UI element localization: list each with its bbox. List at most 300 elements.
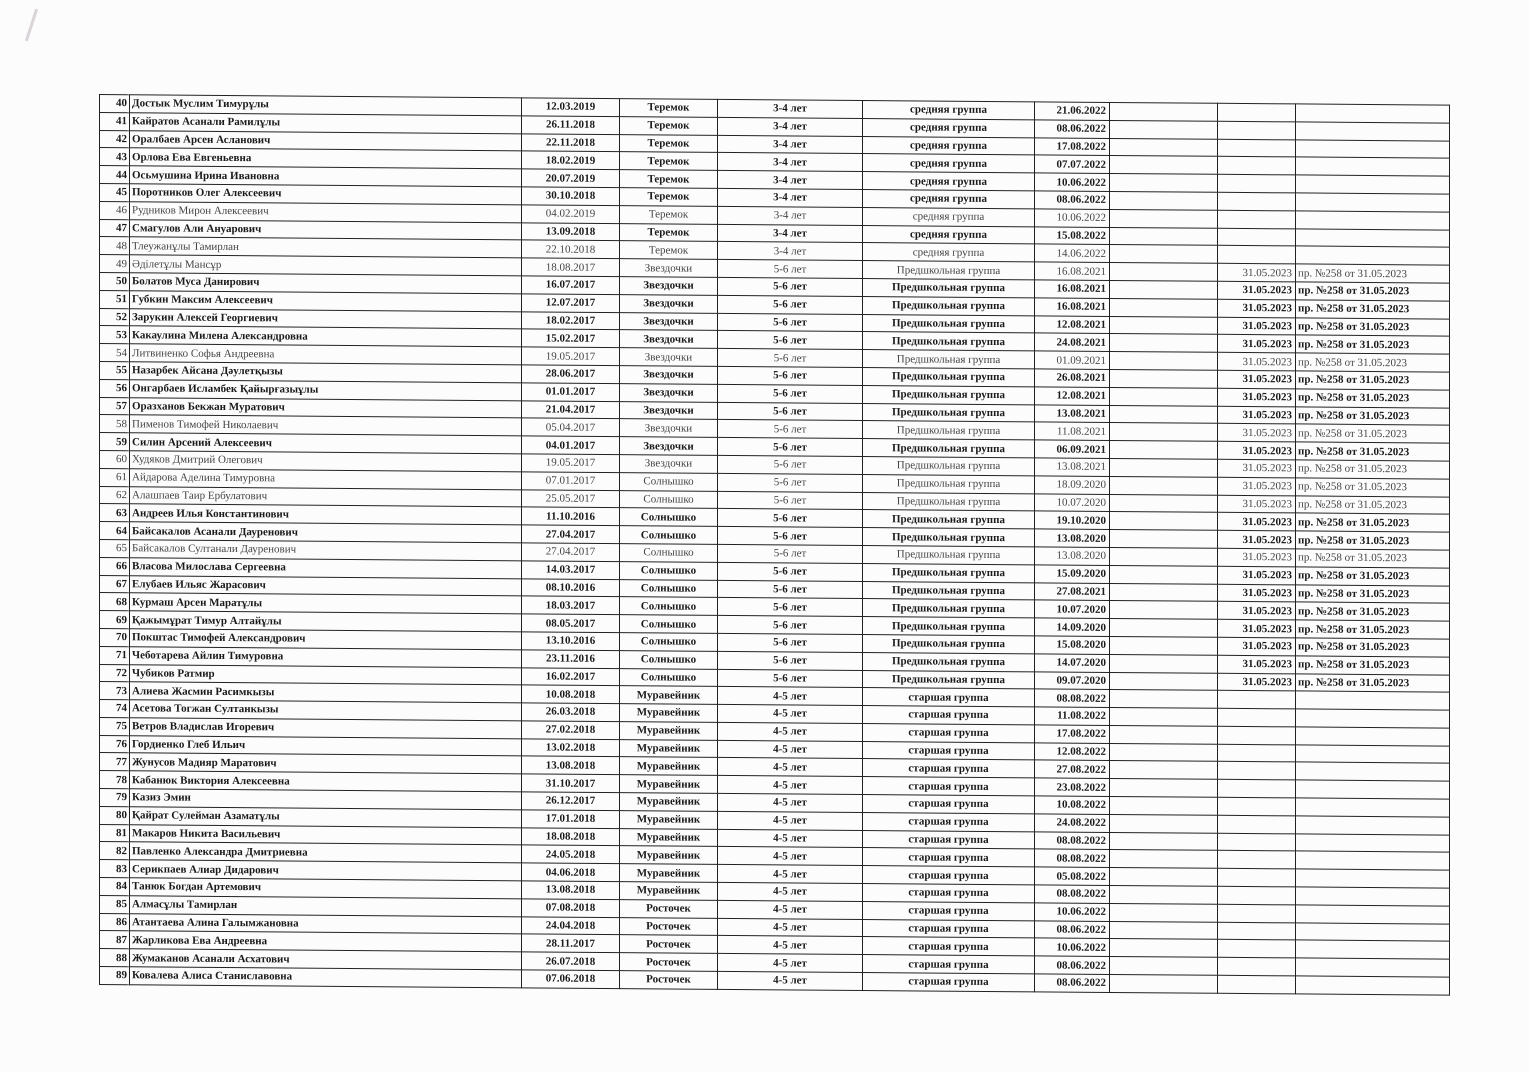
group-level-cell: старшая группа [863,937,1035,956]
empty-cell [1110,797,1218,816]
group-name-cell: Муравейник [620,757,718,776]
departure-date-cell [1218,780,1296,798]
child-name-cell: Поротников Олег Алексеевич [130,184,522,205]
order-reference-cell: пр. №258 от 31.05.2023 [1296,264,1450,283]
empty-cell [1110,458,1218,477]
age-range-cell: 4-5 лет [718,847,863,866]
birth-date-cell: 08.05.2017 [522,614,620,633]
enrollment-date-cell: 18.09.2020 [1035,476,1110,494]
row-number-cell: 84 [100,878,130,896]
row-number-cell: 88 [100,949,130,967]
birth-date-cell: 26.12.2017 [522,792,620,811]
group-name-cell: Солнышко [620,490,718,509]
group-name-cell: Муравейник [620,704,718,723]
birth-date-cell: 19.05.2017 [522,454,620,473]
empty-cell [1110,868,1218,887]
order-reference-cell: пр. №258 от 31.05.2023 [1296,371,1450,390]
departure-date-cell: 31.05.2023 [1218,530,1296,548]
birth-date-cell: 27.04.2017 [522,525,620,544]
order-reference-cell [1296,246,1450,265]
age-range-cell: 4-5 лет [718,954,863,973]
empty-cell [1110,708,1218,727]
departure-date-cell: 31.05.2023 [1218,584,1296,602]
order-reference-cell: пр. №258 от 31.05.2023 [1296,513,1450,532]
enrollment-date-cell: 08.08.2022 [1035,885,1110,903]
order-reference-cell [1296,745,1450,764]
enrollment-date-cell: 08.06.2022 [1035,191,1110,209]
order-reference-cell: пр. №258 от 31.05.2023 [1296,620,1450,639]
group-level-cell: старшая группа [863,919,1035,938]
order-reference-cell: пр. №258 от 31.05.2023 [1296,317,1450,336]
birth-date-cell: 13.10.2016 [522,632,620,651]
row-number-cell: 56 [100,379,130,397]
group-name-cell: Солнышко [620,526,718,545]
group-name-cell: Солнышко [620,650,718,669]
group-level-cell: Предшкольная группа [863,439,1035,458]
age-range-cell: 4-5 лет [718,740,863,759]
enrollment-date-cell: 24.08.2022 [1035,814,1110,832]
order-reference-cell: пр. №258 от 31.05.2023 [1296,406,1450,425]
departure-date-cell: 31.05.2023 [1218,566,1296,584]
row-number-cell: 89 [100,967,130,985]
row-number-cell: 53 [100,326,130,344]
empty-cell [1110,334,1218,353]
order-reference-cell: пр. №258 от 31.05.2023 [1296,602,1450,621]
empty-cell [1110,974,1218,993]
child-name-cell: Осьмушина Ирина Ивановна [130,166,522,187]
enrollment-date-cell: 07.07.2022 [1035,155,1110,173]
group-name-cell: Солнышко [620,544,718,563]
child-name-cell: Андреев Илья Константинович [130,504,522,525]
row-number-cell: 81 [100,824,130,842]
order-reference-cell: пр. №258 от 31.05.2023 [1296,531,1450,550]
child-name-cell: Курмаш Арсен Маратұлы [130,593,522,614]
child-name-cell: Жунусов Мадияр Маратович [130,753,522,774]
empty-cell [1110,191,1218,210]
order-reference-cell [1296,905,1450,924]
birth-date-cell: 22.11.2018 [522,133,620,152]
group-name-cell: Звездочки [620,330,718,349]
empty-cell [1110,209,1218,228]
order-reference-cell [1296,762,1450,781]
group-name-cell: Муравейник [620,686,718,705]
birth-date-cell: 20.07.2019 [522,169,620,188]
group-level-cell: старшая группа [863,848,1035,867]
age-range-cell: 5-6 лет [718,491,863,510]
child-name-cell: Кайратов Асанали Рамилұлы [130,113,522,134]
child-name-cell: Чеботарева Айлин Тимуровна [130,646,522,667]
order-reference-cell [1296,780,1450,799]
order-reference-cell: пр. №258 от 31.05.2023 [1296,353,1450,372]
age-range-cell: 3-4 лет [718,188,863,207]
departure-date-cell [1218,228,1296,246]
empty-cell [1110,423,1218,442]
departure-date-cell [1218,904,1296,922]
enrollment-date-cell: 09.07.2020 [1035,671,1110,689]
row-number-cell: 58 [100,415,130,433]
age-range-cell: 4-5 лет [718,865,863,884]
child-name-cell: Гордиенко Глеб Ильич [130,735,522,756]
group-level-cell: средняя группа [863,207,1035,226]
order-reference-cell: пр. №258 от 31.05.2023 [1296,567,1450,586]
group-name-cell: Муравейник [620,775,718,794]
group-level-cell: Предшкольная группа [863,367,1035,386]
order-reference-cell [1296,923,1450,942]
order-reference-cell: пр. №258 от 31.05.2023 [1296,495,1450,514]
age-range-cell: 3-4 лет [718,224,863,243]
enrollment-date-cell: 01.09.2021 [1035,351,1110,369]
empty-cell [1110,405,1218,424]
group-level-cell: старшая группа [863,706,1035,725]
child-name-cell: Алиева Жасмин Расимкызы [130,682,522,703]
child-name-cell: Серикпаев Алиар Дидарович [130,860,522,881]
order-reference-cell [1296,869,1450,888]
departure-date-cell [1218,940,1296,958]
group-level-cell: Предшкольная группа [863,421,1035,440]
group-name-cell: Звездочки [620,294,718,313]
enrollment-date-cell: 08.06.2022 [1035,974,1110,992]
group-name-cell: Теремок [620,134,718,153]
group-level-cell: средняя группа [863,189,1035,208]
group-level-cell: старшая группа [863,777,1035,796]
enrollment-date-cell: 14.07.2020 [1035,654,1110,672]
age-range-cell: 5-6 лет [718,402,863,421]
birth-date-cell: 14.03.2017 [522,561,620,580]
departure-date-cell [1218,886,1296,904]
age-range-cell: 5-6 лет [718,669,863,688]
group-level-cell: старшая группа [863,830,1035,849]
birth-date-cell: 16.07.2017 [522,276,620,295]
order-reference-cell [1296,834,1450,853]
child-name-cell: Назарбек Айсана Дәулетқызы [130,362,522,383]
group-name-cell: Звездочки [620,366,718,385]
order-reference-cell: пр. №258 от 31.05.2023 [1296,442,1450,461]
age-range-cell: 5-6 лет [718,420,863,439]
row-number-cell: 80 [100,806,130,824]
age-range-cell: 3-4 лет [718,242,863,261]
departure-date-cell: 31.05.2023 [1218,299,1296,317]
group-name-cell: Солнышко [620,615,718,634]
birth-date-cell: 13.08.2018 [522,756,620,775]
empty-cell [1110,138,1218,157]
departure-date-cell: 31.05.2023 [1218,602,1296,620]
birth-date-cell: 18.08.2018 [522,827,620,846]
order-reference-cell: пр. №258 от 31.05.2023 [1296,335,1450,354]
order-reference-cell: пр. №258 от 31.05.2023 [1296,424,1450,443]
departure-date-cell: 31.05.2023 [1218,317,1296,335]
children-register-table [99,94,1450,995]
birth-date-cell: 01.01.2017 [522,383,620,402]
group-level-cell: старшая группа [863,973,1035,992]
birth-date-cell: 18.08.2017 [522,258,620,277]
age-range-cell: 5-6 лет [718,366,863,385]
row-number-cell: 79 [100,789,130,807]
order-reference-cell [1296,976,1450,995]
group-name-cell: Звездочки [620,401,718,420]
row-number-cell: 55 [100,361,130,379]
row-number-cell: 50 [100,272,130,290]
group-level-cell: старшая группа [863,955,1035,974]
group-level-cell: средняя группа [863,118,1035,137]
group-level-cell: старшая группа [863,723,1035,742]
enrollment-date-cell: 21.06.2022 [1035,102,1110,120]
order-reference-cell [1296,798,1450,817]
order-reference-cell: пр. №258 от 31.05.2023 [1296,389,1450,408]
departure-date-cell [1218,103,1296,121]
birth-date-cell: 26.11.2018 [522,116,620,135]
departure-date-cell: 31.05.2023 [1218,424,1296,442]
empty-cell [1110,298,1218,317]
age-range-cell: 4-5 лет [718,758,863,777]
row-number-cell: 59 [100,433,130,451]
departure-date-cell [1218,139,1296,157]
departure-date-cell: 31.05.2023 [1218,406,1296,424]
row-number-cell: 64 [100,522,130,540]
child-name-cell: Ковалева Алиса Станиславовна [130,967,522,988]
group-name-cell: Солнышко [620,472,718,491]
enrollment-date-cell: 11.08.2021 [1035,422,1110,440]
birth-date-cell: 12.07.2017 [522,294,620,313]
departure-date-cell [1218,762,1296,780]
row-number-cell: 82 [100,842,130,860]
group-name-cell: Солнышко [620,508,718,527]
row-number-cell: 47 [100,219,130,237]
enrollment-date-cell: 12.08.2022 [1035,743,1110,761]
order-reference-cell: пр. №258 от 31.05.2023 [1296,282,1450,301]
enrollment-date-cell: 24.08.2021 [1035,333,1110,351]
child-name-cell: Алмасұлы Тамирлан [130,896,522,917]
enrollment-date-cell: 15.09.2020 [1035,565,1110,583]
enrollment-date-cell: 12.08.2021 [1035,315,1110,333]
group-level-cell: старшая группа [863,795,1035,814]
group-level-cell: старшая группа [863,759,1035,778]
birth-date-cell: 24.04.2018 [522,916,620,935]
birth-date-cell: 18.02.2017 [522,311,620,330]
age-range-cell: 4-5 лет [718,918,863,937]
enrollment-date-cell: 12.08.2021 [1035,387,1110,405]
group-name-cell: Росточек [620,971,718,990]
enrollment-date-cell: 16.08.2021 [1035,280,1110,298]
enrollment-date-cell: 16.08.2021 [1035,262,1110,280]
empty-cell [1110,227,1218,246]
birth-date-cell: 07.01.2017 [522,472,620,491]
enrollment-date-cell: 08.08.2022 [1035,849,1110,867]
row-number-cell: 71 [100,646,130,664]
birth-date-cell: 18.02.2019 [522,151,620,170]
row-number-cell: 72 [100,664,130,682]
enrollment-date-cell: 27.08.2022 [1035,760,1110,778]
empty-cell [1110,636,1218,655]
empty-cell [1110,885,1218,904]
age-range-cell: 4-5 лет [718,936,863,955]
row-number-cell: 44 [100,166,130,184]
row-number-cell: 40 [100,95,130,113]
age-range-cell: 4-5 лет [718,776,863,795]
enrollment-date-cell: 14.06.2022 [1035,244,1110,262]
birth-date-cell: 25.05.2017 [522,489,620,508]
child-name-cell: Қажымұрат Тимур Алтайұлы [130,611,522,632]
departure-date-cell: 31.05.2023 [1218,655,1296,673]
group-level-cell: Предшкольная группа [863,314,1035,333]
birth-date-cell: 23.11.2016 [522,650,620,669]
empty-cell [1110,120,1218,139]
empty-cell [1110,957,1218,976]
departure-date-cell [1218,797,1296,815]
group-level-cell: Предшкольная группа [863,332,1035,351]
row-number-cell: 85 [100,895,130,913]
row-number-cell: 51 [100,290,130,308]
order-reference-cell [1296,727,1450,746]
departure-date-cell: 31.05.2023 [1218,637,1296,655]
row-number-cell: 70 [100,628,130,646]
child-name-cell: Смагулов Али Ануарович [130,219,522,240]
group-level-cell: Предшкольная группа [863,634,1035,653]
age-range-cell: 5-6 лет [718,509,863,528]
group-level-cell: старшая группа [863,884,1035,903]
age-range-cell: 3-4 лет [718,99,863,118]
group-level-cell: Предшкольная группа [863,581,1035,600]
empty-cell [1110,245,1218,264]
empty-cell [1110,690,1218,709]
order-reference-cell [1296,958,1450,977]
child-name-cell: Какаулина Милена Александровна [130,326,522,347]
child-name-cell: Асетова Тогжан Султанкызы [130,700,522,721]
row-number-cell: 61 [100,468,130,486]
birth-date-cell: 24.05.2018 [522,845,620,864]
empty-cell [1110,939,1218,958]
child-name-cell: Жарликова Ева Андреевна [130,931,522,952]
enrollment-date-cell: 10.06.2022 [1035,209,1110,227]
order-reference-cell [1296,816,1450,835]
group-level-cell: средняя группа [863,154,1035,173]
age-range-cell: 5-6 лет [718,615,863,634]
group-level-cell: средняя группа [863,243,1035,262]
birth-date-cell: 28.11.2017 [522,934,620,953]
age-range-cell: 5-6 лет [718,651,863,670]
empty-cell [1110,387,1218,406]
age-range-cell: 5-6 лет [718,331,863,350]
departure-date-cell [1218,708,1296,726]
group-name-cell: Теремок [620,116,718,135]
enrollment-date-cell: 08.08.2022 [1035,689,1110,707]
departure-date-cell: 31.05.2023 [1218,370,1296,388]
group-name-cell: Муравейник [620,828,718,847]
age-range-cell: 3-4 лет [718,206,863,225]
row-number-cell: 60 [100,450,130,468]
group-level-cell: средняя группа [863,172,1035,191]
order-reference-cell [1296,175,1450,194]
age-range-cell: 4-5 лет [718,882,863,901]
row-number-cell: 69 [100,611,130,629]
group-name-cell: Звездочки [620,312,718,331]
departure-date-cell: 31.05.2023 [1218,495,1296,513]
departure-date-cell [1218,121,1296,139]
enrollment-date-cell: 15.08.2022 [1035,226,1110,244]
empty-cell [1110,441,1218,460]
order-reference-cell [1296,887,1450,906]
departure-date-cell: 31.05.2023 [1218,263,1296,281]
empty-cell [1110,903,1218,922]
child-name-cell: Байсакалов Асанали Дауренович [130,522,522,543]
empty-cell [1110,832,1218,851]
enrollment-date-cell: 08.06.2022 [1035,921,1110,939]
birth-date-cell: 27.04.2017 [522,543,620,562]
enrollment-date-cell: 26.08.2021 [1035,369,1110,387]
empty-cell [1110,850,1218,869]
group-name-cell: Росточек [620,917,718,936]
child-name-cell: Тлеужанұлы Тамирлан [130,237,522,258]
birth-date-cell: 15.02.2017 [522,329,620,348]
order-reference-cell: пр. №258 от 31.05.2023 [1296,478,1450,497]
row-number-cell: 68 [100,593,130,611]
row-number-cell: 62 [100,486,130,504]
enrollment-date-cell: 17.08.2022 [1035,137,1110,155]
age-range-cell: 5-6 лет [718,580,863,599]
age-range-cell: 5-6 лет [718,277,863,296]
row-number-cell: 74 [100,700,130,718]
departure-date-cell [1218,922,1296,940]
empty-cell [1110,814,1218,833]
group-level-cell: средняя группа [863,136,1035,155]
child-name-cell: Жумаканов Асанали Асхатович [130,949,522,970]
group-name-cell: Звездочки [620,348,718,367]
departure-date-cell: 31.05.2023 [1218,619,1296,637]
group-level-cell: средняя группа [863,100,1035,119]
order-reference-cell: пр. №258 от 31.05.2023 [1296,584,1450,603]
group-name-cell: Солнышко [620,579,718,598]
departure-date-cell [1218,691,1296,709]
birth-date-cell: 11.10.2016 [522,507,620,526]
child-name-cell: Онгарбаев Исламбек Қайырғазыұлы [130,379,522,400]
order-reference-cell [1296,193,1450,212]
child-name-cell: Литвиненко Софья Андреевна [130,344,522,365]
group-level-cell: старшая группа [863,688,1035,707]
birth-date-cell: 17.01.2018 [522,810,620,829]
birth-date-cell: 27.02.2018 [522,721,620,740]
group-name-cell: Солнышко [620,632,718,651]
row-number-cell: 48 [100,237,130,255]
group-level-cell: Предшкольная группа [863,296,1035,315]
birth-date-cell: 13.08.2018 [522,881,620,900]
empty-cell [1110,743,1218,762]
age-range-cell: 5-6 лет [718,313,863,332]
departure-date-cell: 31.05.2023 [1218,548,1296,566]
group-level-cell: Предшкольная группа [863,545,1035,564]
enrollment-date-cell: 14.09.2020 [1035,618,1110,636]
child-name-cell: Оразханов Бекжан Муратович [130,397,522,418]
departure-date-cell [1218,815,1296,833]
age-range-cell: 4-5 лет [718,722,863,741]
departure-date-cell: 31.05.2023 [1218,441,1296,459]
child-name-cell: Атантаева Алина Галымжановна [130,913,522,934]
empty-cell [1110,672,1218,691]
birth-date-cell: 04.02.2019 [522,205,620,224]
order-reference-cell [1296,104,1450,123]
row-number-cell: 66 [100,557,130,575]
group-name-cell: Муравейник [620,739,718,758]
enrollment-date-cell: 10.06.2022 [1035,938,1110,956]
group-level-cell: Предшкольная группа [863,403,1035,422]
departure-date-cell [1218,726,1296,744]
group-name-cell: Солнышко [620,597,718,616]
child-name-cell: Власова Милослава Сергеевна [130,557,522,578]
order-reference-cell [1296,709,1450,728]
age-range-cell: 5-6 лет [718,295,863,314]
child-name-cell: Байсакалов Султанали Дауренович [130,540,522,561]
empty-cell [1110,102,1218,121]
birth-date-cell: 21.04.2017 [522,400,620,419]
order-reference-cell [1296,122,1450,141]
